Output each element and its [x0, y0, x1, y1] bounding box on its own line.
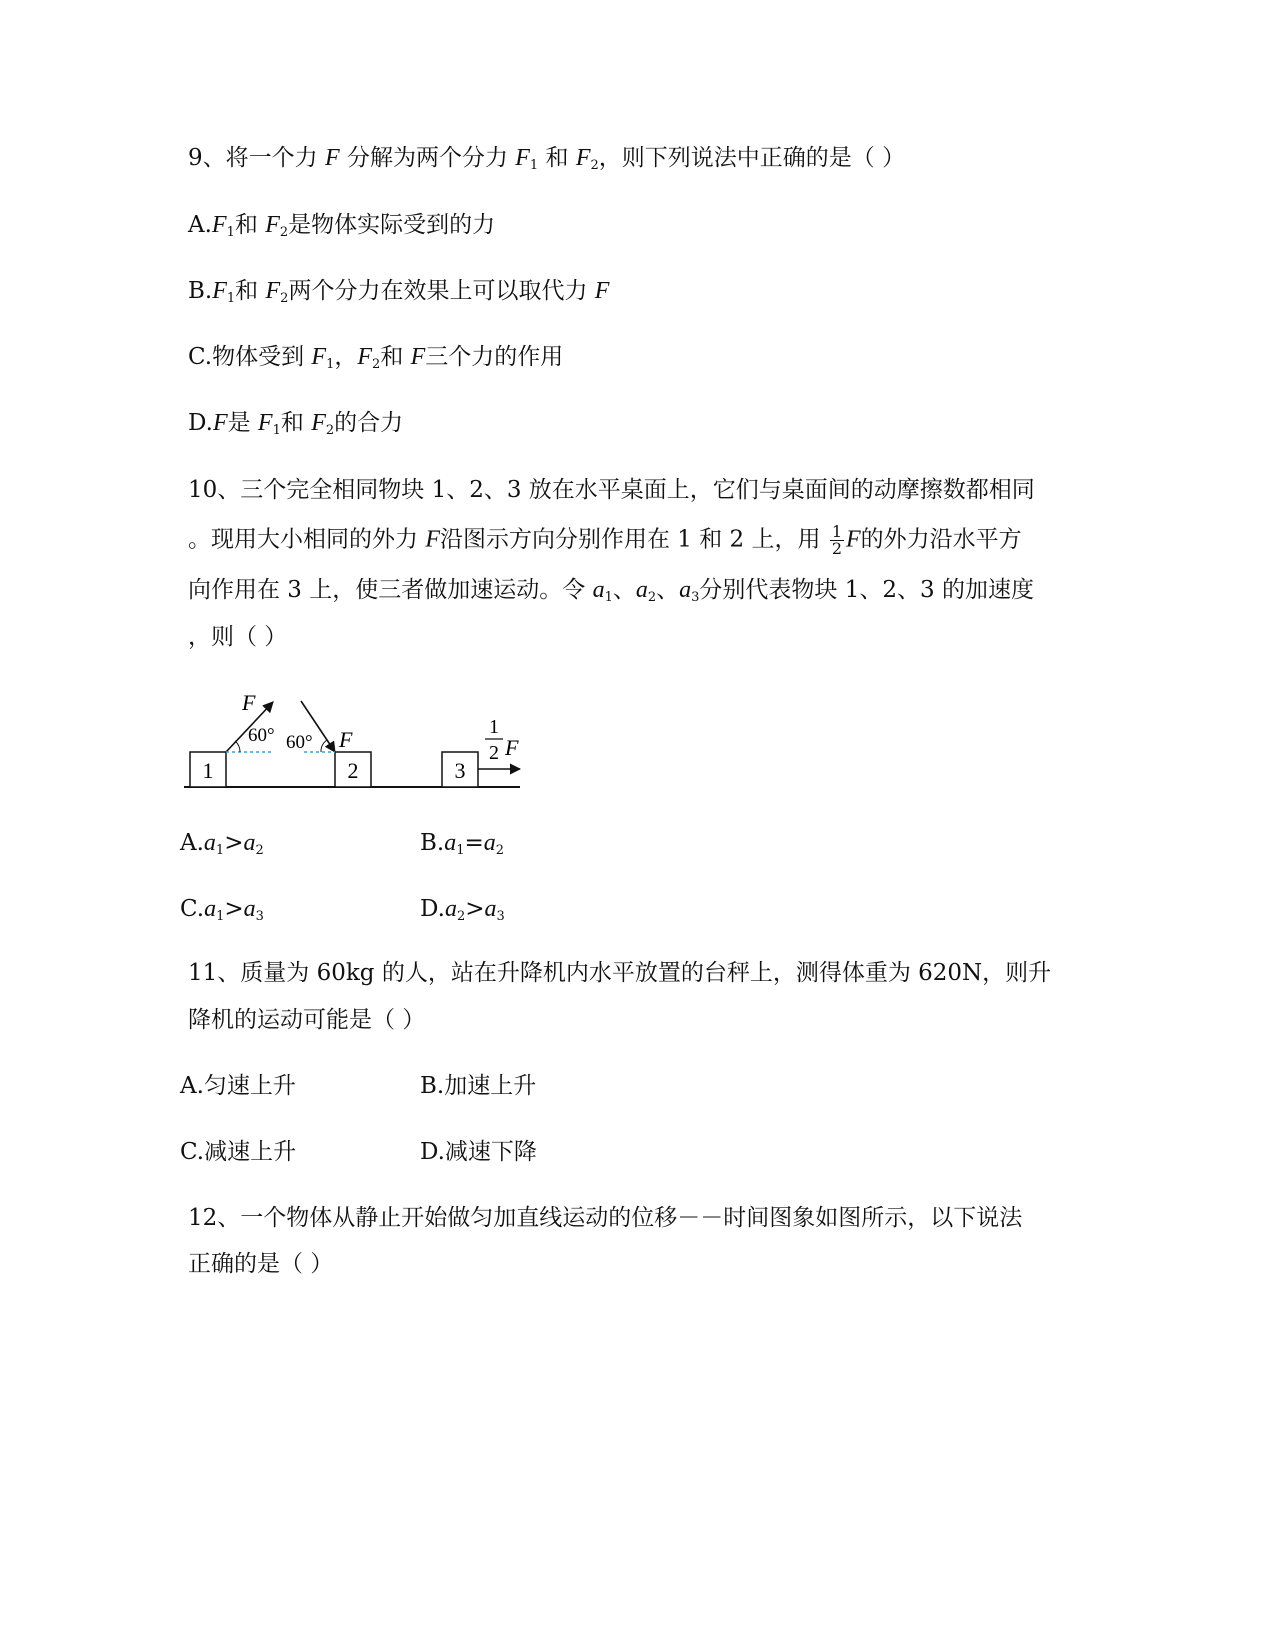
option-label: A. [180, 830, 204, 856]
option-label: C.物体受到 [188, 344, 305, 370]
q11-option-c[interactable]: C.减速上升 [180, 1139, 297, 1165]
sub-l: 1 [215, 843, 225, 858]
is-text: 是 [227, 410, 251, 436]
sub-r: 3 [496, 909, 505, 924]
sub-2: 2 [280, 291, 289, 306]
force-f1: F [211, 212, 227, 238]
q10-text-d: 向作用在 3 上，使三者做加速运动。令 [188, 577, 586, 603]
sub-r: 2 [495, 843, 505, 858]
relation: > [465, 896, 485, 922]
half-force-denominator: 2 [489, 742, 499, 764]
sub-1: 1 [326, 357, 335, 372]
accel-a: a [204, 896, 217, 922]
sep: 、 [612, 577, 636, 603]
force-f1: F [311, 344, 327, 370]
accel-a: a [203, 830, 216, 856]
sub-r: 2 [255, 843, 264, 858]
option-label: A. [188, 212, 212, 238]
q10-text-a: 。现用大小相同的外力 [188, 526, 418, 553]
option-text: 是物体实际受到的力 [288, 212, 496, 238]
q9-sub-2: 2 [590, 158, 599, 173]
sub-1: 1 [226, 291, 236, 306]
sub-l: 1 [216, 909, 225, 924]
and-text: 和 [235, 278, 259, 304]
comma: ， [334, 344, 358, 370]
q10-blocks-figure [180, 685, 540, 800]
force-f: F [425, 526, 440, 553]
q9-force-f: F [324, 145, 340, 171]
option-text: 三个力的作用 [425, 344, 564, 370]
angle-label-1: 60° [248, 725, 275, 746]
force-f: F [410, 344, 426, 370]
force-f: F [846, 526, 861, 553]
accel-a: a [635, 577, 648, 603]
q10-stem-line-2 [188, 524, 1022, 557]
block-1-label: 1 [202, 758, 214, 783]
q9-and: 和 [545, 145, 569, 171]
half-force-numerator: 1 [489, 716, 499, 738]
half-force-f: F [505, 735, 519, 760]
option-label: C. [180, 896, 205, 922]
q11-stem-line-1: 11、质量为 60kg 的人，站在升降机内水平放置的台秤上，测得体重为 620N，则升 [188, 960, 1052, 986]
accel-a: a [444, 830, 457, 856]
q10-option-d[interactable] [420, 894, 505, 924]
accel-a: a [243, 830, 256, 856]
force-label-2: F [339, 727, 353, 752]
option-label: D. [420, 896, 445, 922]
sub-r: 3 [255, 909, 264, 924]
force-f1: F [257, 410, 273, 436]
force-f2: F [265, 212, 280, 238]
q11-option-a[interactable]: A.匀速上升 [180, 1073, 296, 1099]
block-2-label: 2 [347, 758, 359, 783]
q9-option-a[interactable] [188, 210, 495, 240]
q9-stem-text-c: ，则下列说法中正确的是（ ） [598, 145, 906, 171]
q11-option-b[interactable]: B.加速上升 [420, 1073, 537, 1099]
accel-a: a [243, 896, 256, 922]
sub-1: 1 [604, 590, 613, 605]
option-label: B. [188, 278, 213, 304]
q9-force-f2: F [575, 145, 591, 171]
force-f2: F [265, 278, 281, 304]
q9-stem [188, 143, 905, 173]
q10-stem-line-4: ，则（ ） [188, 624, 288, 650]
block-3-label: 3 [454, 758, 466, 783]
q9-stem-text-b: 分解为两个分力 [346, 145, 508, 171]
fraction-numerator: 1 [831, 522, 842, 541]
q10-half-fraction [830, 524, 844, 557]
q9-option-c[interactable] [188, 342, 563, 372]
accel-a: a [483, 830, 496, 856]
q11-stem-line-2: 降机的运动可能是（ ） [188, 1007, 426, 1033]
q9-force-f1: F [515, 145, 530, 171]
option-label: D. [188, 410, 213, 436]
sub-3: 3 [691, 590, 700, 605]
q9-option-b[interactable] [188, 276, 609, 306]
fraction-denominator: 2 [831, 539, 842, 558]
q10-stem-line-1: 10、三个完全相同物块 1、2、3 放在水平桌面上，它们与桌面间的动摩擦数都相同 [188, 477, 1035, 503]
q10-text-c: 的外力沿水平方 [860, 526, 1022, 553]
sub-l: 2 [456, 909, 466, 924]
option-label: B. [420, 830, 445, 856]
q10-option-b[interactable] [420, 828, 504, 858]
force-f: F [212, 410, 228, 436]
force-f2: F [357, 344, 373, 370]
force-label-1: F [242, 690, 256, 715]
force-f: F [594, 278, 610, 304]
and-text: 和 [380, 344, 404, 370]
sub-1: 1 [272, 423, 281, 438]
sub-2: 2 [325, 423, 335, 438]
q12-stem-line-2: 正确的是（ ） [188, 1251, 334, 1277]
accel-a: a [679, 577, 692, 603]
q9-stem-text-a: 9、将一个力 [188, 145, 318, 171]
q10-option-a[interactable] [180, 828, 264, 858]
accel-a: a [484, 896, 497, 922]
and-text: 和 [234, 212, 258, 238]
sub-2: 2 [372, 357, 381, 372]
sub-l: 1 [456, 843, 465, 858]
relation: > [224, 830, 244, 856]
option-text: 两个分力在效果上可以取代力 [288, 278, 588, 304]
q10-text-b: 沿图示方向分别作用在 1 和 2 上，用 [439, 526, 821, 553]
angle-label-2: 60° [286, 732, 313, 753]
q9-option-d[interactable] [188, 408, 403, 438]
q10-option-c[interactable] [180, 894, 264, 924]
q12-stem-line-1: 12、一个物体从静止开始做匀加直线运动的位移－－时间图象如图所示，以下说法 [188, 1205, 1023, 1231]
and-text: 和 [280, 410, 304, 436]
force-f2: F [311, 410, 326, 436]
force-f1: F [212, 278, 227, 304]
sep: 、 [656, 577, 680, 603]
angle-arc-2 [321, 740, 327, 752]
relation: > [224, 896, 244, 922]
q9-sub-1: 1 [529, 158, 539, 173]
relation: = [464, 830, 484, 856]
sub-2: 2 [279, 225, 289, 240]
accel-a: a [592, 577, 605, 603]
q10-text-e: 分别代表物块 1、2、3 的加速度 [699, 577, 1034, 603]
option-text: 的合力 [334, 410, 404, 436]
q10-stem-line-3 [188, 575, 1034, 605]
q11-option-d[interactable]: D.减速下降 [420, 1139, 537, 1165]
sub-2: 2 [647, 590, 657, 605]
accel-a: a [444, 896, 457, 922]
sub-1: 1 [226, 225, 235, 240]
